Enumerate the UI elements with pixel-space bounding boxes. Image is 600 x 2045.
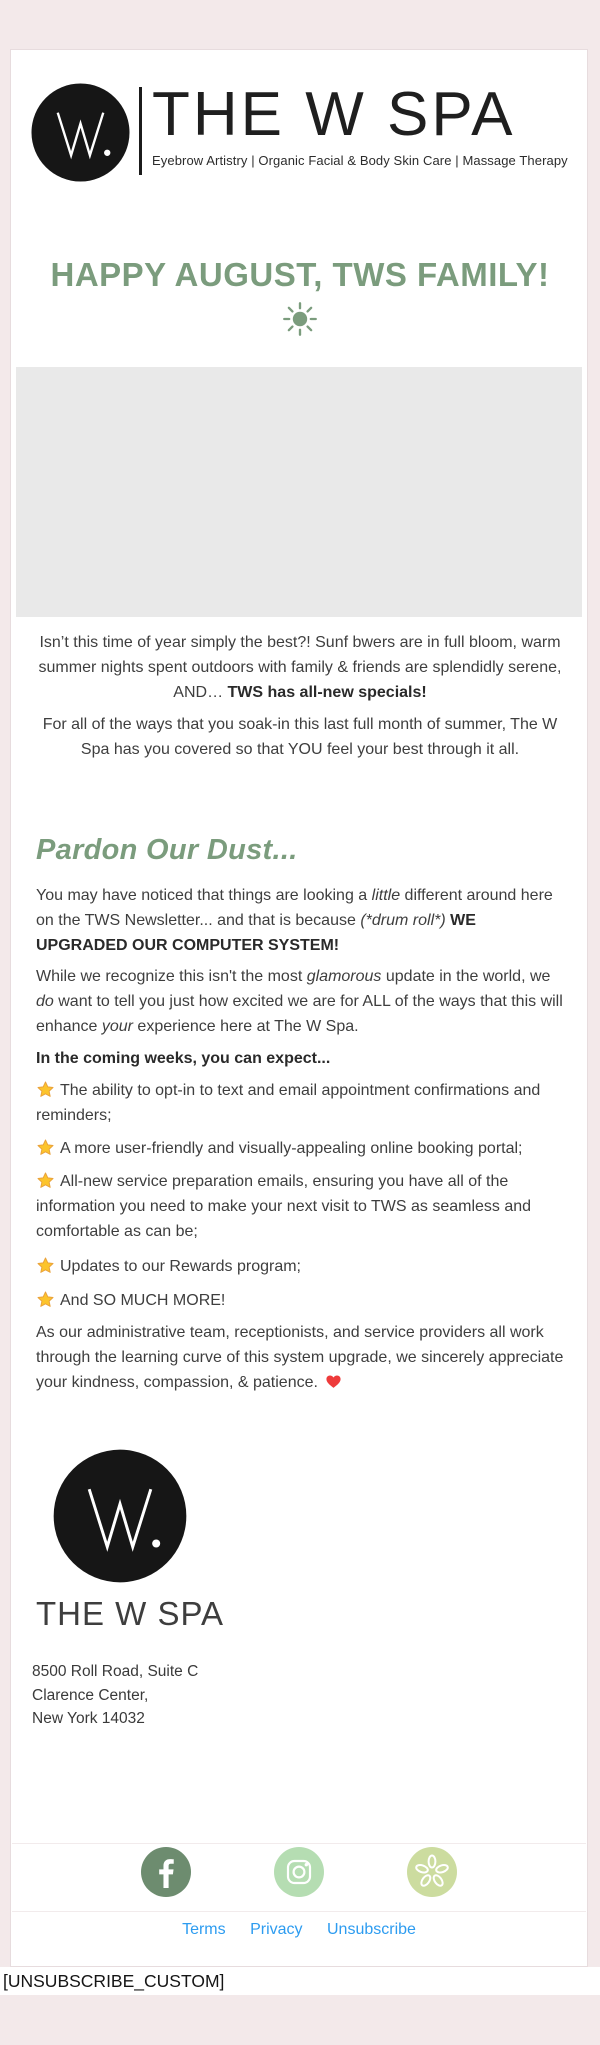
brand-tagline: Eyebrow Artistry | Organic Facial & Body Skin Care | Massage Therapy	[152, 153, 568, 168]
unsubscribe-link[interactable]: Unsubscribe	[326, 1921, 416, 1938]
divider	[12, 1911, 586, 1912]
newsletter-title: HAPPY AUGUST, TWS FAMILY!	[50, 256, 550, 293]
privacy-link[interactable]: Privacy	[250, 1921, 303, 1938]
yelp-icon[interactable]	[407, 1847, 457, 1897]
list-item: A more user-friendly and visually-appealing online booking portal;	[36, 1136, 564, 1161]
star-icon	[36, 1292, 60, 1309]
hero-image-placeholder	[16, 367, 582, 617]
unsubscribe-merge-strip	[0, 1967, 600, 1995]
facebook-icon[interactable]	[141, 1847, 191, 1897]
list-item: Updates to our Rewards program;	[36, 1254, 564, 1279]
dust-paragraph-2: While we recognize this isn't the most glamorous update in the world, we do want to tell you just how excited we are for ALL of the ways that this will enhance your experience here at The W Spa.	[36, 968, 563, 1035]
w-monogram-icon-footer	[53, 1449, 187, 1583]
social-icons-row	[11, 1847, 587, 1897]
sun-icon	[36, 301, 564, 342]
brand-name: THE W SPA	[152, 80, 516, 149]
intro-paragraph-2	[36, 712, 564, 762]
footer-links-row	[11, 1921, 587, 1939]
footer-brand-name: THE W SPA	[36, 1595, 225, 1632]
closing-paragraph: As our administrative team, receptionists, and service providers all work through the learning curve of this system upgrade, we sincerely appreciate your kindness, compassion, & patience.	[36, 1324, 564, 1391]
section-heading: Pardon Our Dust...	[36, 834, 298, 866]
star-icon	[36, 1258, 60, 1275]
heart-icon	[322, 1374, 342, 1391]
address-line: New York 14032	[32, 1710, 145, 1727]
expect-heading: In the coming weeks, you can expect...	[36, 1050, 331, 1067]
intro-bold-text: TWS has all-new specials!	[227, 684, 427, 701]
star-icon	[36, 1082, 60, 1099]
star-icon	[36, 1140, 60, 1157]
address-line: 8500 Roll Road, Suite C	[32, 1663, 199, 1680]
list-item: And SO MUCH MORE!	[36, 1288, 564, 1313]
intro-paragraph-1	[36, 630, 564, 705]
divider	[12, 1843, 586, 1844]
star-icon	[36, 1173, 60, 1190]
intro-text: Isn’t this time of year simply the best?! Sunf bwers are in full bloom, warm summer nights spent outdoors with family & friends are splendidly serene, AND…	[38, 634, 562, 701]
address-line: Clarence Center,	[32, 1686, 149, 1704]
dust-paragraph-1: You may have noticed that things are looking a little different around here on the TWS Newsletter... and that is because (*drum roll*) WE UPGRADED OUR COMPUTER SYSTEM!	[36, 887, 553, 954]
list-item: The ability to opt-in to text and email appointment confirmations and reminders;	[36, 1082, 541, 1124]
unsubscribe-merge-tag: [UNSUBSCRIBE_CUSTOM]	[3, 1971, 225, 1991]
w-monogram-icon	[31, 83, 130, 182]
instagram-icon[interactable]	[274, 1847, 324, 1897]
list-item: All-new service preparation emails, ensuring you have all of the information you need to make your next visit to TWS as seamless and comfortable as can be;	[36, 1173, 532, 1240]
logo-divider	[139, 87, 142, 175]
footer-address	[32, 1660, 198, 1731]
brand-header	[31, 80, 568, 182]
terms-link[interactable]: Terms	[182, 1921, 226, 1938]
intro-text-2: For all of the ways that you soak-in this last full month of summer, The W Spa has you covered so that YOU feel your best through it all.	[42, 716, 558, 758]
